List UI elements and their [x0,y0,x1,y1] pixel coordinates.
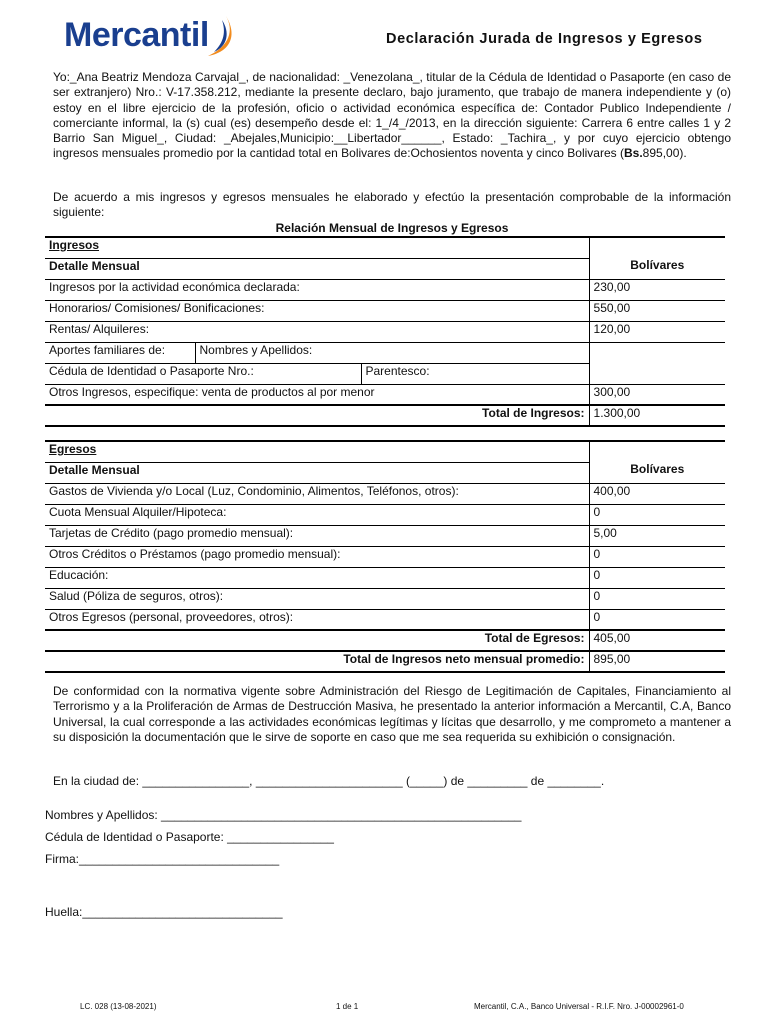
cedula-line: Cédula de Identidad o Pasaporte: ________________ [45,830,334,844]
nombres-label: Nombres y Apellidos: [195,342,589,363]
row-label: Ingresos por la actividad económica declarada: [45,279,589,300]
declaration-text: Yo:_Ana Beatriz Mendoza Carvajal_, de nacionalidad: _Venezolana_, titular de la Cédula de Identidad o Pasaporte (en caso de ser extranjero) Nro.: V-17.358.212, mediante la presente declaro, bajo juramento, que trabajo de manera independiente y (o) estoy en el libre ejercicio de la profesión, oficio o actividad económica específica de: Contador Publico Independiente / comerciante informal, la (s) cual (es) desempeño desde el: 1_/4_/2013, en la dirección siguiente: Carrera 6 entre calles 1 y 2 Barrio San Miguel_, Ciudad: _Abejales,Municipio:__Libertador______, Estado: _Tachira_, y por cuyo ejercicio obtengo ingresos mensuales promedio por la cantidad total en Bolivares de:Ochosientos noventa y cinco Bolivares ( [53,70,731,161]
neto-value: 895,00 [589,651,725,672]
table-row [45,300,725,321]
company-rif: Mercantil, C.A., Banco Universal - R.I.F. Nro. J-00002961-0 [474,1002,684,1011]
egresos-col-bolivares: Bolívares [589,462,725,483]
document-title: Declaración Jurada de Ingresos y Egresos [386,31,703,47]
row-value: 550,00 [589,300,725,321]
table-row [45,405,725,426]
row-label: Gastos de Vivienda y/o Local (Luz, Condominio, Alimentos, Teléfonos, otros): [45,483,589,504]
row-value: 0 [589,609,725,630]
table-row [45,441,725,462]
logo-swoosh-icon [204,12,240,60]
parentesco-label: Parentesco: [361,363,589,384]
table-row [45,567,725,588]
row-value: 5,00 [589,525,725,546]
table-row [45,462,725,483]
row-label: Tarjetas de Crédito (pago promedio mensual): [45,525,589,546]
table-row [45,279,725,300]
total-egresos-value: 405,00 [589,630,725,651]
ingresos-col-bolivares: Bolívares [589,258,725,279]
logo-wordmark: Mercantil [64,16,209,54]
table-row [45,630,725,651]
total-ingresos-value: 1.300,00 [589,405,725,426]
table-row [45,609,725,630]
otros-ingresos-label: Otros Ingresos, especifique: venta de productos al por menor [45,384,589,405]
table-row [45,525,725,546]
firma-line: Firma:______________________________ [45,852,280,866]
neto-label: Total de Ingresos neto mensual promedio: [45,651,589,672]
table-row [45,588,725,609]
relacion-title: Relación Mensual de Ingresos y Egresos [275,221,509,235]
names-line: Nombres y Apellidos: ______________________________________________________ [45,808,522,822]
row-value: 0 [589,588,725,609]
row-label: Honorarios/ Comisiones/ Bonificaciones: [45,300,589,321]
city-date-line: En la ciudad de: ________________, ______________________ (_____) de _________ de ________. [53,774,605,788]
aportes-label: Aportes familiares de: [45,342,195,363]
row-value: 0 [589,504,725,525]
table-row [45,546,725,567]
egresos-col-detalle: Detalle Mensual [45,462,589,483]
table-row [45,258,725,279]
row-value: 400,00 [589,483,725,504]
page-number: 1 de 1 [336,1002,359,1011]
intro-paragraph: De acuerdo a mis ingresos y egresos mensuales he elaborado y efectúo la presentación comprobable de la información siguiente: [53,190,731,220]
table-row [45,504,725,525]
total-egresos-label: Total de Egresos: [45,630,589,651]
table-row [45,483,725,504]
ingresos-col-detalle: Detalle Mensual [45,258,589,279]
row-label: Otros Egresos (personal, proveedores, otros): [45,609,589,630]
egresos-section-label: Egresos [45,441,589,462]
row-label: Educación: [45,567,589,588]
conformidad-paragraph: De conformidad con la normativa vigente sobre Administración del Riesgo de Legitimación de Capitales, Financiamiento al Terrorismo y a la Proliferación de Armas de Destrucción Masiva, he presentado la anterior información a Mercantil, C.A, Banco Universal, la cual corresponde a las actividades económicas legítimas y lícitas que desarrollo, y me comprometo a mantener a su disposición la documentación que le sirve de soporte en caso que me sea requerida su exhibición o consignación. [53,684,731,744]
huella-line: Huella:______________________________ [45,905,283,919]
row-value: 230,00 [589,279,725,300]
row-label: Cuota Mensual Alquiler/Hipoteca: [45,504,589,525]
declaration-amount: 895,00). [642,146,687,161]
row-value: 120,00 [589,321,725,342]
table-row [45,384,725,405]
egresos-table [45,440,725,673]
row-label: Rentas/ Alquileres: [45,321,589,342]
table-row [45,237,725,258]
cedula-label: Cédula de Identidad o Pasaporte Nro.: [45,363,361,384]
ingresos-table [45,236,725,427]
mercantil-logo [64,12,244,62]
form-code: LC. 028 (13-08-2021) [80,1002,157,1011]
ingresos-section-label: Ingresos [45,237,589,258]
row-label: Salud (Póliza de seguros, otros): [45,588,589,609]
row-value: 0 [589,567,725,588]
row-label: Otros Créditos o Préstamos (pago promedio mensual): [45,546,589,567]
declaration-paragraph [53,70,731,162]
total-ingresos-label: Total de Ingresos: [45,405,589,426]
row-value: 0 [589,546,725,567]
currency-bold: Bs. [623,146,643,161]
table-row [45,321,725,342]
table-row [45,342,725,363]
table-row [45,651,725,672]
otros-ingresos-value: 300,00 [589,384,725,405]
